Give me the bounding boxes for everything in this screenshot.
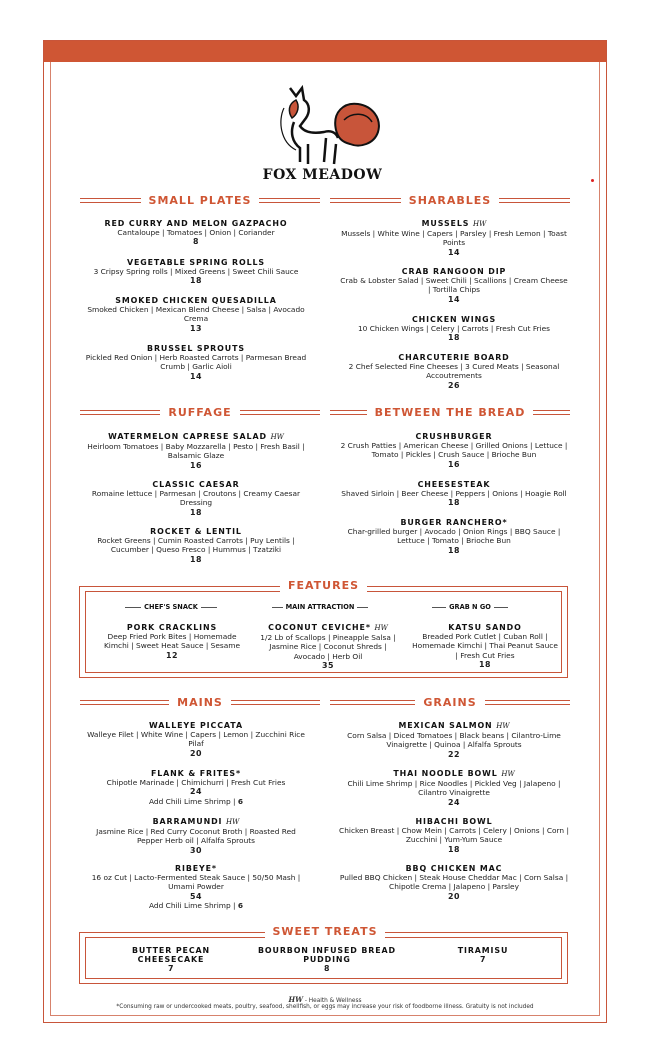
menu-item: COCONUT CEVICHE* HW 1/2 Lb of Scallops | Pineapple Salsa | Jasmine Rice | Coconut Shreds | Avocado | Herb Oil 35: [260, 623, 396, 670]
menu-item: BRUSSEL SPROUTS Pickled Red Onion | Herb Roasted Carrots | Parmesan Bread Crumb | Garlic Aioli 14: [85, 344, 307, 381]
menu-item: RED CURRY AND MELON GAZPACHO Cantaloupe | Tomatoes | Onion | Coriander 8: [104, 219, 288, 247]
menu-item: CLASSIC CAESAR Romaine lettuce | Parmesan | Croutons | Creamy Caesar Dressing 18: [91, 480, 301, 517]
menu-item: WATERMELON CAPRESE SALAD HW Heirloom Tomatoes | Baby Mozzarella | Pesto | Fresh Basil | Balsamic Glaze 16: [87, 432, 305, 470]
menu-item: VEGETABLE SPRING ROLLS 3 Cripsy Spring rolls | Mixed Greens | Sweet Chili Sauce 18: [93, 258, 299, 286]
menu-item: KATSU SANDO Breaded Pork Cutlet | Cuban Roll | Homemade Kimchi | Thai Peanut Sauce | Fresh Cut Fries 18: [412, 623, 558, 669]
feature-label: MAIN ATTRACTION: [272, 603, 368, 611]
fox-logo-icon: [274, 82, 384, 168]
disclaimer: *Consuming raw or undercooked meats, poultry, seafood, shellfish, or eggs may increase your risk of foodborne illness. Gratuity is not included: [116, 1004, 534, 1010]
section-small-plates: SMALL PLATES: [80, 192, 320, 208]
restaurant-name: FOX MEADOW: [262, 167, 383, 183]
menu-item: MEXICAN SALMON HW Corn Salsa | Diced Tomatoes | Black beans | Cilantro-Lime Vinaigrette | Quinoa | Alfalfa Sprouts 22: [347, 721, 561, 759]
health-wellness-icon: HW: [496, 722, 510, 730]
section-sharables: SHARABLES: [330, 192, 570, 208]
menu-item: WALLEYE PICCATA Walleye Filet | White Wine | Capers | Lemon | Zucchini Rice Pilaf 20: [87, 721, 305, 758]
menu-item: ROCKET & LENTIL Rocket Greens | Cumin Roasted Carrots | Puy Lentils | Cucumber | Queso Fresco | Hummus | Tzatziki 18: [97, 527, 295, 564]
section-ruffage: RUFFAGE: [80, 404, 320, 420]
feature-label: CHEF'S SNACK: [125, 603, 217, 611]
menu-item: MUSSELS HW Mussels | White Wine | Capers | Parsley | Fresh Lemon | Toast Points 14: [341, 219, 567, 257]
menu-item: SMOKED CHICKEN QUESADILLA Smoked Chicken | Mexican Blend Cheese | Salsa | Avocado Crema 13: [87, 296, 305, 333]
menu-item: TIRAMISU 7: [457, 946, 509, 965]
menu-item: CHEESESTEAK Shaved Sirloin | Beer Cheese | Peppers | Onions | Hoagie Roll 18: [341, 480, 567, 508]
health-wellness-icon: HW: [288, 995, 303, 1004]
menu-item: BOURBON INFUSED BREAD PUDDING 8: [257, 946, 397, 974]
menu-item: THAI NOODLE BOWL HW Chili Lime Shrimp | Rice Noodles | Pickled Veg | Jalapeno | Cilantro Vinaigrette 24: [347, 769, 561, 807]
health-wellness-icon: HW: [374, 624, 388, 632]
menu-item: RIBEYE* 16 oz Cut | Lacto-Fermented Steak Sauce | 50/50 Mash | Umami Powder 54 Add Chili Lime Shrimp | 6: [91, 864, 301, 910]
menu-item: BUTTER PECAN CHEESECAKE 7: [131, 946, 211, 974]
section-between-the-bread: BETWEEN THE BREAD: [330, 404, 570, 420]
health-wellness-icon: HW: [270, 433, 284, 441]
menu-item: CRUSHBURGER 2 Crush Patties | American Cheese | Grilled Onions | Lettuce | Tomato | Pickles | Crush Sauce | Brioche Bun 16: [340, 432, 568, 469]
menu-item: FLANK & FRITES* Chipotle Marinade | Chimichurri | Fresh Cut Fries 24 Add Chili Lime Shrimp | 6: [106, 769, 286, 806]
menu-item: CRAB RANGOON DIP Crab & Lobster Salad | Sweet Chili | Scallions | Cream Cheese | Tortilla Chips 14: [340, 267, 568, 304]
red-dot-mark: [591, 179, 594, 182]
menu-item: BBQ CHICKEN MAC Pulled BBQ Chicken | Steak House Cheddar Mac | Corn Salsa | Chipotle Crema | Jalapeno | Parsley 20: [339, 864, 569, 901]
section-mains: MAINS: [80, 694, 320, 710]
menu-item: PORK CRACKLINS Deep Fried Pork Bites | Homemade Kimchi | Sweet Heat Sauce | Sesame 12: [103, 623, 241, 660]
health-wellness-icon: HW: [226, 818, 240, 826]
menu-item: HIBACHI BOWL Chicken Breast | Chow Mein | Carrots | Celery | Onions | Corn | Zucchini | Yum-Yum Sauce 18: [339, 817, 569, 854]
health-wellness-icon: HW: [473, 220, 487, 228]
menu-item: BARRAMUNDI HW Jasmine Rice | Red Curry Coconut Broth | Roasted Red Pepper Herb oil | Alfalfa Sprouts 30: [96, 817, 296, 855]
section-grains: GRAINS: [330, 694, 570, 710]
health-wellness-legend: HW - Health & Wellness: [288, 995, 362, 1004]
sweet-treats-title: SWEET TREATS: [265, 925, 385, 938]
health-wellness-icon: HW: [501, 770, 515, 778]
features-title: FEATURES: [280, 579, 367, 592]
feature-label: GRAB N GO: [432, 603, 508, 611]
menu-item: CHARCUTERIE BOARD 2 Chef Selected Fine Cheeses | 3 Cured Meats | Seasonal Accoutrements 26: [348, 353, 560, 390]
menu-item: CHICKEN WINGS 10 Chicken Wings | Celery | Carrots | Fresh Cut Fries 18: [357, 315, 551, 343]
menu-item: BURGER RANCHERO* Char-grilled burger | Avocado | Onion Rings | BBQ Sauce | Lettuce | Tomato | Brioche Bun 18: [347, 518, 561, 555]
